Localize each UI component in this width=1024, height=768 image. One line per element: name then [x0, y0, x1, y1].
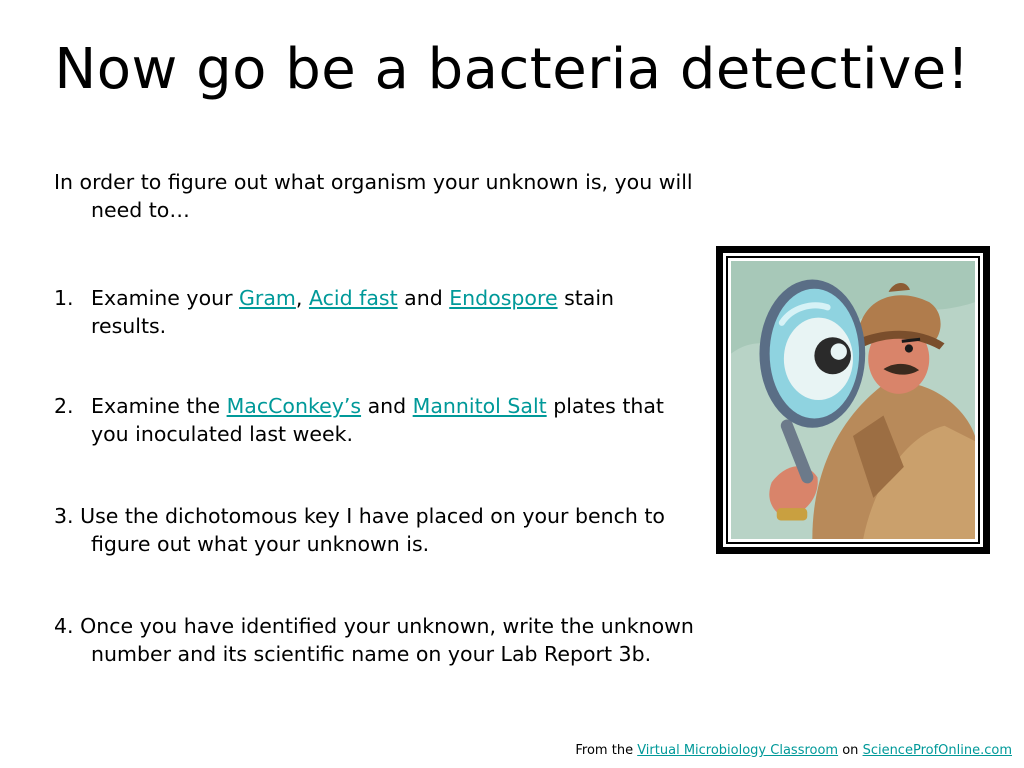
endospore-link[interactable]: Endospore: [449, 286, 558, 310]
step-1-number: 1.: [54, 286, 74, 310]
intro-paragraph: In order to figure out what organism your unknown is, you will need to…: [54, 170, 693, 222]
footer-prefix: From the: [575, 743, 638, 758]
step-1-text-a: Examine your: [91, 286, 240, 310]
step-1: [54, 284, 694, 340]
slide-title: Now go be a bacteria detective!: [54, 37, 970, 102]
detective-illustration: [731, 261, 975, 539]
detective-picture-frame: [716, 246, 990, 554]
step-2-text-a: Examine the: [91, 394, 227, 418]
mannitol-salt-link[interactable]: Mannitol Salt: [412, 394, 547, 418]
macconkey-link[interactable]: MacConkey’s: [226, 394, 362, 418]
step-2-text-b: plates that you inoculated last week.: [91, 394, 664, 446]
step-1-sep-2: and: [397, 286, 450, 310]
gram-link[interactable]: Gram: [239, 286, 296, 310]
slide-body: [54, 168, 694, 668]
step-3: 3. Use the dichotomous key I have placed on your bench to figure out what your unknown is.: [54, 504, 665, 556]
scienceprofonline-link[interactable]: ScienceProfOnline.com: [862, 743, 1012, 758]
step-2-sep-1: and: [361, 394, 413, 418]
frame-inner-border: [726, 256, 980, 544]
step-2-number: 2.: [54, 394, 74, 418]
footer-middle: on: [838, 743, 863, 758]
virtual-microbiology-classroom-link[interactable]: Virtual Microbiology Classroom: [637, 743, 839, 758]
acid-fast-link[interactable]: Acid fast: [308, 286, 398, 310]
frame-mat: [723, 253, 983, 547]
step-4: 4. Once you have identified your unknown, write the unknown number and its scientific name on your Lab Report 3b.: [54, 614, 694, 666]
step-1-text-b: stain results.: [91, 286, 615, 338]
step-2: [54, 392, 694, 448]
detective-icon: [731, 261, 975, 539]
footer-credit: [575, 743, 1012, 758]
step-1-sep-1: ,: [295, 286, 309, 310]
